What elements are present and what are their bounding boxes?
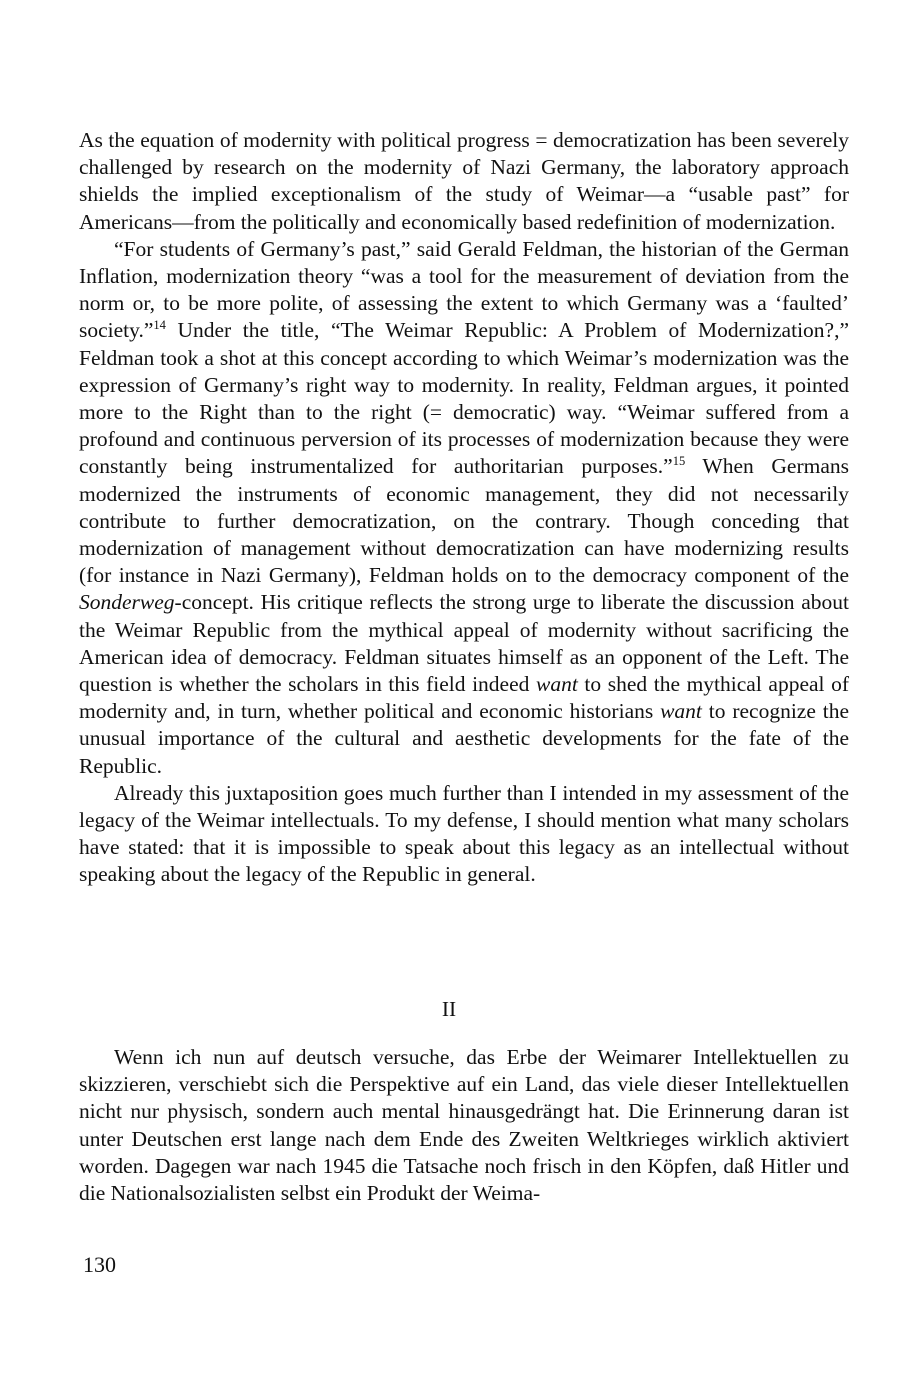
paragraph-german-weimar-legacy xyxy=(79,1044,849,1207)
text-run: -concept. His critique reflects the strong urge to liberate the discussion about the Weimar Republic from the mythical appeal of modernity without sacrificing the American idea of democracy. Feldman situates himself as an opponent of the Left. The question is whether the scholars in this field indeed xyxy=(79,590,849,697)
italic-term: Sonderweg xyxy=(79,590,175,615)
italic-term: want xyxy=(535,672,578,697)
german-body-text xyxy=(79,1044,849,1207)
english-body-text xyxy=(79,127,849,889)
text-run: As the equation of modernity with political progress = democratization has been severely challenged by research on the modernity of Nazi Germany, the laboratory approach shields the implied exceptionalism of the study of Weimar—a “usable past” for Americans—from the politically and economically based redefinition of modernization. xyxy=(79,128,849,234)
paragraph-juxtaposition xyxy=(79,780,849,889)
paragraph-modernity-equation xyxy=(79,127,849,236)
page-number: 130 xyxy=(83,1252,116,1277)
text-run: to shed the mythical appeal of modernity and, in turn, whether political and economic historians xyxy=(79,672,850,724)
text-run: Already this juxtaposition goes much further than I intended in my assessment of the legacy of the Weimar intellectuals. To my defense, I should mention what many scholars have stated: that it is impossible to speak about this legacy as an intellectual without speaking about the legacy of the Republic in general. xyxy=(79,780,849,887)
footnote-marker: 15 xyxy=(672,454,686,469)
footnote-marker: 14 xyxy=(153,318,166,333)
text-run: When Germans modernized the instruments of economic management, they did not necessarily contribute to further democratization, on the contrary. Though conceding that modernization of management without democratization can have modernizing results (for instance in Nazi Germany), Feldman holds on to the democracy component of the xyxy=(79,454,849,588)
text-run: to recognize the unusual importance of the cultural and aesthetic developments for the fate of the Republic. xyxy=(79,699,849,778)
section-heading: II xyxy=(441,997,457,1021)
italic-term: want xyxy=(660,699,702,724)
text-run: “For students of Germany’s past,” said Gerald Feldman, the historian of the German Inflation, modernization theory “was a tool for the measurement of deviation from the norm or, to be more polite, of assessing the extent to which Germany was a ‘faulted’ society.” xyxy=(79,236,849,343)
paragraph-feldman-critique xyxy=(79,236,849,780)
text-run: Wenn ich nun auf deutsch versuche, das Erbe der Weimarer Intellektuellen zu skizzieren, verschiebt sich die Perspektive auf ein Land, das viele dieser Intellektuellen nicht nur physisch, sondern auch mental hinausgedrängt hat. Die Erinnerung daran ist unter Deutschen erst lange nach dem Ende des Zweiten Weltkrieges wirklich aktiviert worden. Dagegen war nach 1945 die Tatsache noch frisch in den Köpfen, daß Hitler und die Nationalsozialisten selbst ein Produkt der Weima- xyxy=(79,1045,849,1206)
text-run: Under the title, “The Weimar Republic: A Problem of Modernization?,” Feldman took a shot at this concept according to which Weimar’s modernization was the expression of Germany’s right way to modernity. In reality, Feldman argues, it pointed more to the Right than to the right (= democratic) way. “Weimar suffered from a profound and continuous perversion of its processes of modernization because they were constantly being instrumentalized for authoritarian purposes.” xyxy=(79,318,849,479)
